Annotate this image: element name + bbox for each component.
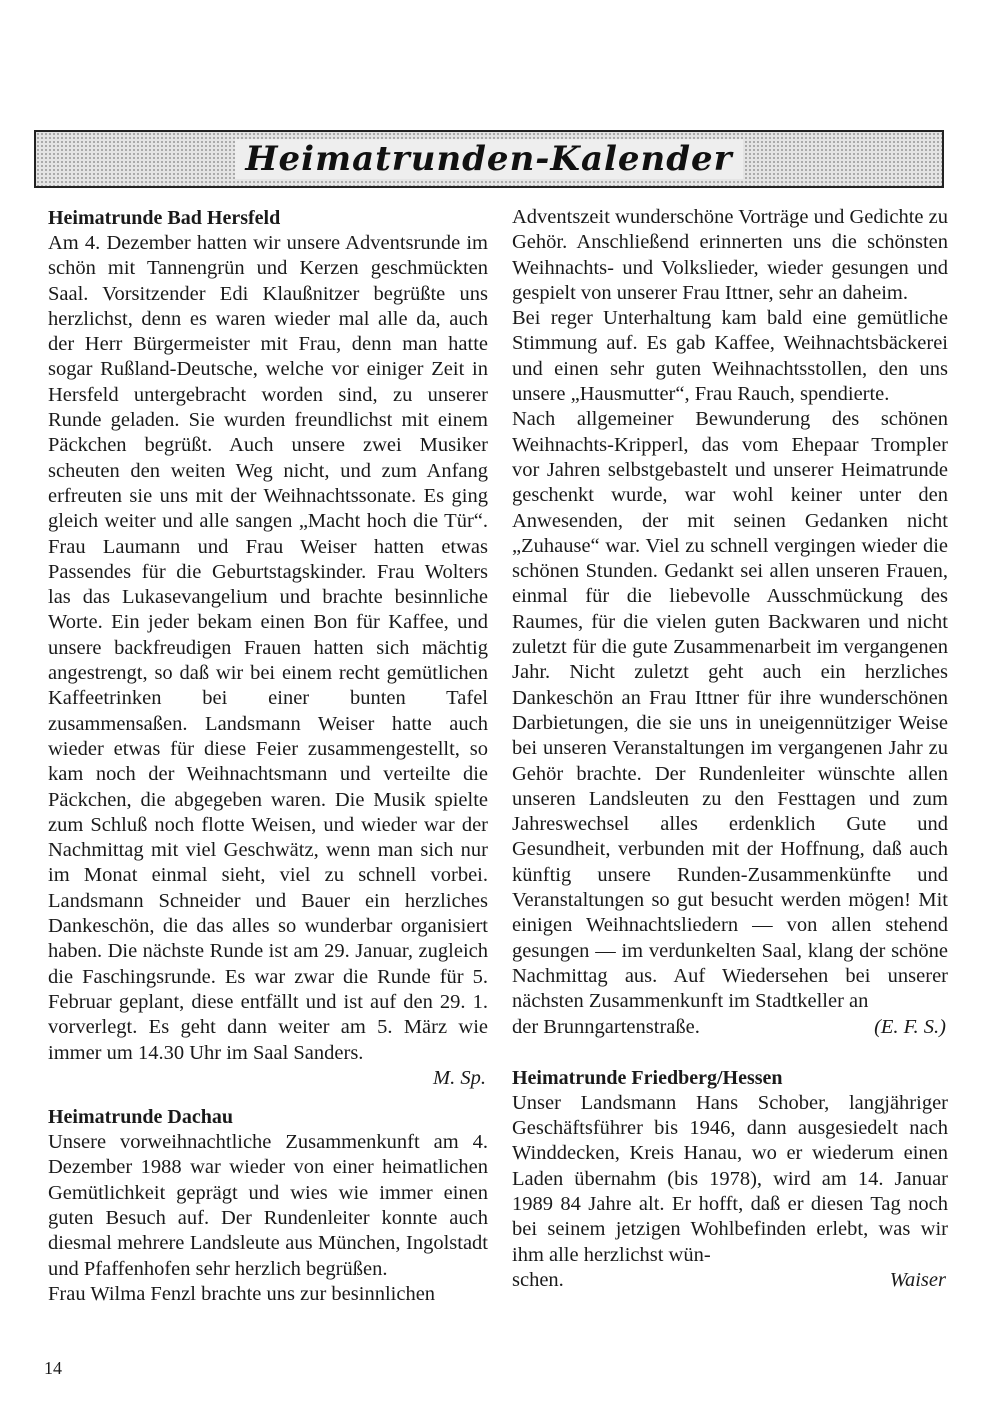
signature-dachau: (E. F. S.): [874, 1015, 946, 1038]
heading-dachau: Heimatrunde Dachau: [48, 1106, 233, 1129]
article-bad-hersfeld: Am 4. Dezember hatten wir unsere Adventsrunde im schön mit Tannengrün und Kerzen geschmückten Saal. Vorsitzender Edi Klaußnitzer begrüßte uns herzlichst, denn es waren wieder mal alle da, auch der Herr Bürgermeister mit Frau, denn man hatte sogar Rußland-Deutsche, welche vor einiger Zeit in Hersfeld untergebracht worden sind, zu unserer Runde geladen. Sie wurden freundlichst mit einem Päckchen begrüßt. Auch unsere zwei Musiker scheuten den weiten Weg nicht, und zum Anfang erfreuten sie uns mit der Weihnachtssonate. Es ging gleich weiter und alle sangen „Macht hoch die Tür“. Frau Laumann und Frau Weiser hatten etwas Passendes für die Geburtstagskinder. Frau Wolters las das Lukasevangelium und brachte besinnliche Worte. Ein jeder bekam einen Bon für Kaffee, und unsere backfreudigen Frauen hatten sich mächtig angestrengt, so daß wir bei einem recht gemütlichen Kaffeetrinken bei einer bunten Tafel zusammensaßen. Landsmann Weiser hatte auch wieder etwas für diese Feier zusammengestellt, so kam noch der Weihnachtsmann und verteilte die Päckchen, die abgegeben waren. Die Musik spielte zum Schluß noch flotte Weisen, und wieder war der Nachmittag mit viel Geschwätz, wenn man sich nur im Monat einmal sieht, viel zu schnell vorbei. Landsmann Schneider und Bauer ein herzliches Dankeschön, die das alles so wunderbar organisiert haben. Die nächste Runde ist am 29. Januar, zugleich die Faschingsrunde. Es war zwar die Runde für 5. Februar geplant, diese entfällt und ist auf den 29. 1. vorverlegt. Es geht dann weiter am 5. März wie immer um 14.30 Uhr im Saal Sanders.: [48, 232, 488, 1064]
article-dachau-endline: [512, 1015, 948, 1040]
article-friedberg-lastline: schen.: [512, 1268, 564, 1291]
banner-title: Heimatrunden-Kalender: [235, 139, 742, 179]
article-dachau-part2: Frau Wilma Fenzl brachte uns zur besinnlichen: [48, 1282, 436, 1305]
article-friedberg-endline: [512, 1268, 948, 1293]
heading-friedberg: Heimatrunde Friedberg/Hessen: [512, 1066, 783, 1089]
section-banner: [34, 130, 944, 188]
right-column: [512, 205, 948, 1293]
page-number: 14: [44, 1358, 62, 1378]
heading-bad-hersfeld: Heimatrunde Bad Hersfeld: [48, 207, 281, 229]
article-friedberg: Unser Landsmann Hans Schober, langjähriger Geschäftsführer bis 1946, dann ausgesiedelt nach Winddecken, Kreis Hanau, wo er wiederum einen Laden übernahm (bis 1978), wird am 14. Januar 1989 84 Jahre alt. Er hofft, daß er diesen Tag noch bei seinem jetzigen Wohlbefinden erlebt, was wir ihm alle herzlichst wün-: [512, 1091, 948, 1266]
left-column: [48, 205, 488, 1307]
article-dachau-cont1: Adventszeit wunderschöne Vorträge und Gedichte zu Gehör. Anschließend erinnerten uns die schönsten Weihnachts- und Volkslieder, wieder gesungen und gespielt von unserer Frau Ittner, sehr an daheim.: [512, 206, 948, 304]
article-dachau-cont3: Nach allgemeiner Bewunderung des schönen Weihnachts-Kripperl, das vom Ehepaar Trompler vor Jahren selbstgebastelt und unserer Heimatrunde geschenkt wurde, war wohl keiner unter den Anwesenden, der mit seinen Gedanken nicht „Zuhause“ war. Viel zu schnell vergingen wieder die schönen Stunden. Gedankt sei allen unseren Frauen, einmal für die liebevolle Ausschmückung des Raumes, für die vielen guten Backwaren und nicht zuletzt für die gute Zusammenarbeit im vergangenen Jahr. Nicht zuletzt geht auch ein herzliches Dankeschön an Frau Ittner für ihre wunderschönen Darbietungen, die sie uns in uneigennütziger Weise bei unseren Veranstaltungen im vergangenen Jahr zu Gehör brachte. Der Rundenleiter wünschte allen unseren Landsleuten zu den Festtagen und zum Jahreswechsel alles erdenklich Gute und Gesundheit, verbunden mit der Hoffnung, daß auch künftig unsere Runden-Zusammenkünfte und Veranstaltungen so gut besucht werden mögen! Mit einigen Weihnachtsliedern — von allen stehend gesungen — im verdunkelten Saal, klang der schöne Nachmittag aus. Auf Wiedersehen bei unserer nächsten Zusammenkunft im Stadtkeller an: [512, 408, 948, 1013]
article-dachau-lastline: der Brunngartenstraße.: [512, 1015, 700, 1038]
signature-bad-hersfeld: M. Sp.: [433, 1066, 486, 1089]
article-dachau-part1: Unsere vorweihnachtliche Zusammenkunft am 4. Dezember 1988 war wieder von einer heimatlichen Gemütlichkeit geprägt und wies wie immer einen guten Besuch auf. Der Rundenleiter konnte auch diesmal mehrere Landsleute aus München, Ingolstadt und Pfaffenhofen sehr herzlich begrüßen.: [48, 1131, 488, 1280]
signature-friedberg: Waiser: [889, 1268, 946, 1291]
article-dachau-cont2: Bei reger Unterhaltung kam bald eine gemütliche Stimmung auf. Es gab Kaffee, Weihnachtsbäckerei und einen sehr guten Weihnachtsstollen, den uns unsere „Hausmutter“, Frau Rauch, spendierte.: [512, 307, 948, 406]
